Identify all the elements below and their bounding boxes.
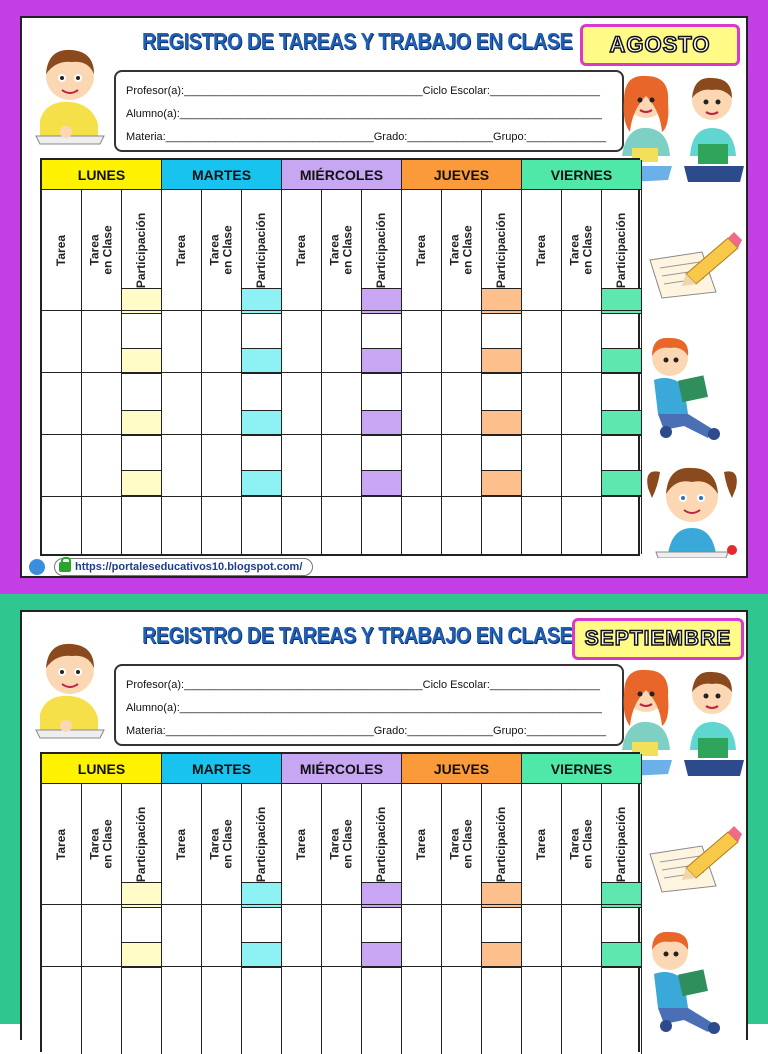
column-participacion — [362, 784, 402, 1054]
column-label — [562, 788, 602, 900]
column-label-text: Participación — [374, 806, 389, 882]
column-label — [82, 194, 122, 306]
column-label — [202, 788, 242, 900]
column-label-text: Tarea — [328, 234, 343, 266]
info-field-line2[interactable]: Alumno(a):_____________________________________________________________________ — [126, 702, 602, 714]
month-badge: SEPTIEMBRE — [572, 618, 744, 660]
column-label — [162, 194, 202, 306]
column-label-text: Participación — [614, 212, 629, 288]
column-label — [402, 194, 442, 306]
column-label-text: en Clase — [221, 225, 236, 275]
day-header-miércoles: MIÉRCOLES — [282, 160, 402, 190]
row-divider — [42, 904, 642, 905]
participation-cell[interactable] — [242, 410, 281, 436]
column-label-text: Participación — [254, 212, 269, 288]
column-label-text: en Clase — [221, 819, 236, 869]
column-label — [42, 194, 82, 306]
participation-cell[interactable] — [602, 410, 641, 436]
site-logo-icon — [28, 558, 46, 576]
column-tarea-en-clase — [82, 784, 122, 1054]
column-label-text: Tarea — [294, 234, 309, 266]
column-label-text: Tarea — [88, 828, 103, 860]
participation-cell[interactable] — [362, 470, 401, 496]
participation-cell[interactable] — [602, 348, 641, 374]
column-label — [162, 788, 202, 900]
column-label-text: Participación — [254, 806, 269, 882]
column-label-text: en Clase — [461, 225, 476, 275]
column-tarea-en-clase — [202, 784, 242, 1054]
column-tarea — [402, 784, 442, 1054]
column-label-text: en Clase — [341, 819, 356, 869]
column-label — [322, 788, 362, 900]
participation-cell[interactable] — [482, 348, 521, 374]
column-label-text: Tarea — [414, 234, 429, 266]
participation-cell[interactable] — [122, 470, 161, 496]
boy-writing-illustration — [26, 40, 112, 150]
pencil-paper-illustration — [646, 824, 742, 894]
day-header-martes: MARTES — [162, 160, 282, 190]
row-divider — [42, 966, 642, 967]
participation-cell[interactable] — [482, 410, 521, 436]
month-badge: AGOSTO — [580, 24, 740, 66]
column-tarea — [42, 784, 82, 1054]
registro-sheet — [20, 610, 748, 1040]
info-field-line2[interactable]: Alumno(a):_____________________________________________________________________ — [126, 108, 602, 120]
boy-reading-illustration — [644, 928, 740, 1038]
weekly-record-table — [40, 158, 640, 556]
participation-cell[interactable] — [602, 470, 641, 496]
column-label-text: Tarea — [208, 234, 223, 266]
info-field-line1[interactable]: Profesor(a):_______________________________________Ciclo Escolar:__________________ — [126, 679, 601, 691]
column-label-text: Participación — [374, 212, 389, 288]
student-info-box — [114, 664, 624, 746]
column-label — [562, 194, 602, 306]
day-header-lunes: LUNES — [42, 754, 162, 784]
column-label-text: Tarea — [88, 234, 103, 266]
column-label — [282, 788, 322, 900]
column-label-text: Tarea — [54, 828, 69, 860]
column-label-text: Tarea — [534, 234, 549, 266]
column-label-text: en Clase — [101, 819, 116, 869]
participation-cell[interactable] — [482, 942, 521, 968]
footer — [22, 556, 750, 578]
column-participacion — [122, 784, 162, 1054]
lock-icon — [59, 562, 71, 572]
row-divider — [42, 434, 642, 435]
column-label-text: Tarea — [54, 234, 69, 266]
info-field-line3[interactable]: Materia:__________________________________Grado:______________Grupo:_____________ — [126, 131, 607, 143]
sheet-title: REGISTRO DE TAREAS Y TRABAJO EN CLASE — [142, 28, 573, 54]
column-participacion — [482, 784, 522, 1054]
participation-cell[interactable] — [602, 942, 641, 968]
column-label-text: Participación — [614, 806, 629, 882]
column-tarea — [162, 784, 202, 1054]
footer-url-link[interactable] — [54, 558, 313, 576]
weekly-record-table — [40, 752, 640, 1052]
column-label-text: Tarea — [414, 828, 429, 860]
column-label-text: en Clase — [581, 819, 596, 869]
day-header-viernes: VIERNES — [522, 754, 642, 784]
info-field-line1[interactable]: Profesor(a):_______________________________________Ciclo Escolar:__________________ — [126, 85, 601, 97]
column-tarea-en-clase — [442, 784, 482, 1054]
column-label — [322, 194, 362, 306]
column-label — [282, 194, 322, 306]
participation-cell[interactable] — [122, 348, 161, 374]
participation-cell[interactable] — [122, 942, 161, 968]
column-label-text: Tarea — [208, 828, 223, 860]
column-label-text: en Clase — [101, 225, 116, 275]
column-label — [442, 194, 482, 306]
day-header-miércoles: MIÉRCOLES — [282, 754, 402, 784]
column-label-text: Tarea — [174, 828, 189, 860]
day-header-jueves: JUEVES — [402, 754, 522, 784]
day-header-lunes: LUNES — [42, 160, 162, 190]
column-label-text: Participación — [134, 806, 149, 882]
participation-cell[interactable] — [362, 942, 401, 968]
column-label — [82, 788, 122, 900]
column-label — [442, 788, 482, 900]
column-label-text: Participación — [494, 212, 509, 288]
column-label-text: Participación — [134, 212, 149, 288]
sheet-title: REGISTRO DE TAREAS Y TRABAJO EN CLASE — [142, 622, 573, 648]
column-label — [202, 194, 242, 306]
participation-cell[interactable] — [242, 470, 281, 496]
pencil-paper-illustration — [646, 230, 742, 300]
row-divider — [42, 496, 642, 497]
column-label-text: Tarea — [534, 828, 549, 860]
participation-cell[interactable] — [242, 348, 281, 374]
column-label-text: en Clase — [461, 819, 476, 869]
column-label-text: Tarea — [568, 234, 583, 266]
column-participacion — [242, 784, 282, 1054]
info-field-line3[interactable]: Materia:__________________________________Grado:______________Grupo:_____________ — [126, 725, 607, 737]
student-info-box — [114, 70, 624, 152]
participation-cell[interactable] — [362, 410, 401, 436]
column-label-text: en Clase — [581, 225, 596, 275]
column-label-text: Tarea — [174, 234, 189, 266]
column-label-text: Tarea — [568, 828, 583, 860]
girl-writing-illustration — [642, 458, 742, 558]
day-header-martes: MARTES — [162, 754, 282, 784]
column-tarea-en-clase — [322, 784, 362, 1054]
participation-cell[interactable] — [482, 470, 521, 496]
column-label-text: Tarea — [294, 828, 309, 860]
column-label-text: Tarea — [328, 828, 343, 860]
boy-reading-illustration — [644, 334, 740, 444]
column-label-text: Participación — [494, 806, 509, 882]
participation-cell[interactable] — [242, 942, 281, 968]
column-label — [522, 788, 562, 900]
column-label — [42, 788, 82, 900]
column-tarea-en-clase — [562, 784, 602, 1054]
column-label-text: Tarea — [448, 828, 463, 860]
column-participacion — [602, 784, 642, 1054]
footer-url-text: https://portaleseducativos10.blogspot.com/ — [75, 561, 303, 573]
registro-sheet — [20, 16, 748, 578]
column-tarea — [282, 784, 322, 1054]
participation-cell[interactable] — [122, 410, 161, 436]
column-label-text: Tarea — [448, 234, 463, 266]
column-tarea — [522, 784, 562, 1054]
participation-cell[interactable] — [362, 348, 401, 374]
column-label — [402, 788, 442, 900]
day-header-viernes: VIERNES — [522, 160, 642, 190]
column-label-text: en Clase — [341, 225, 356, 275]
boy-writing-illustration — [26, 634, 112, 744]
column-label — [522, 194, 562, 306]
row-divider — [42, 372, 642, 373]
day-header-jueves: JUEVES — [402, 160, 522, 190]
row-divider — [42, 310, 642, 311]
